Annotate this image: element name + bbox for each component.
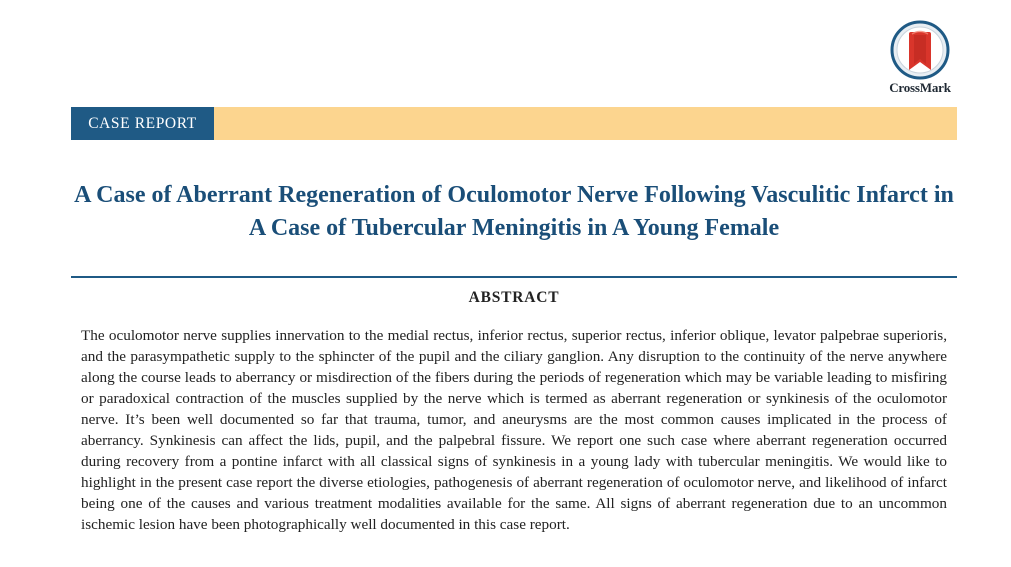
article-type-label: CASE REPORT	[71, 107, 214, 140]
article-title: A Case of Aberrant Regeneration of Oculomotor Nerve Following Vasculitic Infarct in A Case of Tubercular Meningitis in A Young Female	[74, 182, 954, 241]
crossmark-badge[interactable]	[882, 20, 958, 100]
crossmark-icon	[890, 20, 950, 80]
section-banner	[71, 107, 957, 140]
abstract-heading: ABSTRACT	[468, 289, 560, 306]
crossmark-label: CrossMark	[889, 80, 951, 95]
abstract-text: The oculomotor nerve supplies innervation to the medial rectus, inferior rectus, superior rectus, inferior oblique, levator palpebrae superioris, and the parasympathetic supply to the sphincter of the pupil and the ciliary ganglion. Any disruption to the continuity of the nerve anywhere along the course leads to aberrancy or misdirection of the fibers during the periods of regeneration which may be variable leading to misfiring or paradoxical contraction of the muscles supplied by the nerve which is termed as aberrant regeneration or synkinesis of the oculomotor nerve. It’s been well documented so far that trauma, tumor, and aneurysms are the most common causes implicated in the process of aberrancy. Synkinesis can affect the lids, pupil, and the palpebral fissure. We report one such case where aberrant regeneration occurred during recovery from a pontine infarct with all classical signs of synkinesis in a young lady with tubercular meningitis. We would like to highlight in the present case report the diverse etiologies, pathogenesis of aberrant regeneration of oculomotor nerve, and likelihood of infarct being one of the causes and various treatment modalities available for the same. All signs of aberrant regeneration due to an uncommon ischemic lesion have been photographically well documented in this case report.	[81, 327, 947, 533]
title-divider	[71, 276, 957, 278]
